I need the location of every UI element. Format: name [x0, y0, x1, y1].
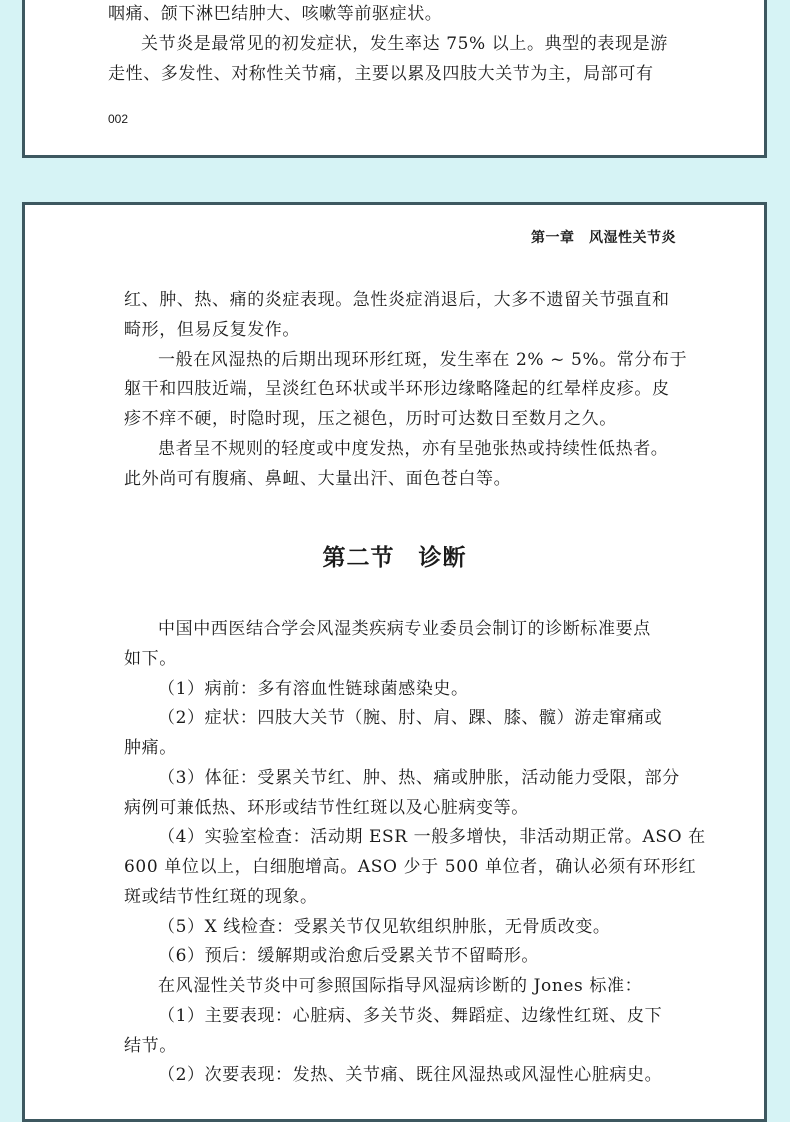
text-line: 畸形，但易反复发作。 [124, 320, 300, 340]
text-line: 走性、多发性、对称性关节痛，主要以累及四肢大关节为主，局部可有 [108, 64, 654, 84]
text-line: 患者呈不规则的轻度或中度发热，亦有呈弛张热或持续性低热者。 [158, 439, 669, 459]
text-line: 关节炎是最常见的初发症状，发生率达 75% 以上。典型的表现是游 [141, 34, 668, 54]
text-line: （1）病前：多有溶血性链球菌感染史。 [158, 679, 469, 699]
text-line: 在风湿性关节炎中可参照国际指导风湿病诊断的 Jones 标准： [158, 976, 643, 996]
text-line: 红、肿、热、痛的炎症表现。急性炎症消退后，大多不遗留关节强直和 [124, 290, 670, 310]
text-line: 肿痛。 [124, 738, 177, 758]
text-line: （5）X 线检查：受累关节仅见软组织肿胀，无骨质改变。 [158, 917, 611, 937]
page-number: 002 [108, 112, 129, 126]
section-heading: 第二节 诊断 [322, 545, 467, 571]
text-line: （4）实验室检查：活动期 ESR 一般多增快，非活动期正常。ASO 在 [158, 827, 706, 847]
text-line: （1）主要表现：心脏病、多关节炎、舞蹈症、边缘性红斑、皮下 [158, 1006, 663, 1026]
text-line: （2）症状：四肢大关节（腕、肘、肩、踝、膝、髋）游走窜痛或 [158, 708, 663, 728]
text-line: 斑或结节性红斑的现象。 [124, 887, 318, 907]
running-head: 第一章 风湿性关节炎 [531, 230, 676, 246]
text-line: 病例可兼低热、环形或结节性红斑以及心脏病变等。 [124, 798, 529, 818]
text-line: （2）次要表现：发热、关节痛、既往风湿热或风湿性心脏病史。 [158, 1065, 663, 1085]
text-line: 一般在风湿热的后期出现环形红斑，发生率在 2% ~ 5%。常分布于 [158, 350, 688, 370]
text-line: 结节。 [124, 1036, 177, 1056]
book-page-bottom [22, 202, 767, 1122]
text-line: 疹不痒不硬，时隐时现，压之褪色，历时可达数日至数月之久。 [124, 409, 617, 429]
text-line: 中国中西医结合学会风湿类疾病专业委员会制订的诊断标准要点 [158, 619, 651, 639]
book-page-top [22, 0, 767, 158]
text-line: 600 单位以上，白细胞增高。ASO 少于 500 单位者，确认必须有环形红 [124, 857, 697, 877]
text-line: 咽痛、颌下淋巴结肿大、咳嗽等前驱症状。 [108, 4, 443, 24]
text-line: 躯干和四肢近端，呈淡红色环状或半环形边缘略隆起的红晕样皮疹。皮 [124, 379, 670, 399]
text-line: （3）体征：受累关节红、肿、热、痛或肿胀，活动能力受限，部分 [158, 768, 680, 788]
text-line: 如下。 [124, 649, 177, 669]
text-line: 此外尚可有腹痛、鼻衄、大量出汗、面色苍白等。 [124, 469, 512, 489]
text-line: （6）预后：缓解期或治愈后受累关节不留畸形。 [158, 946, 540, 966]
